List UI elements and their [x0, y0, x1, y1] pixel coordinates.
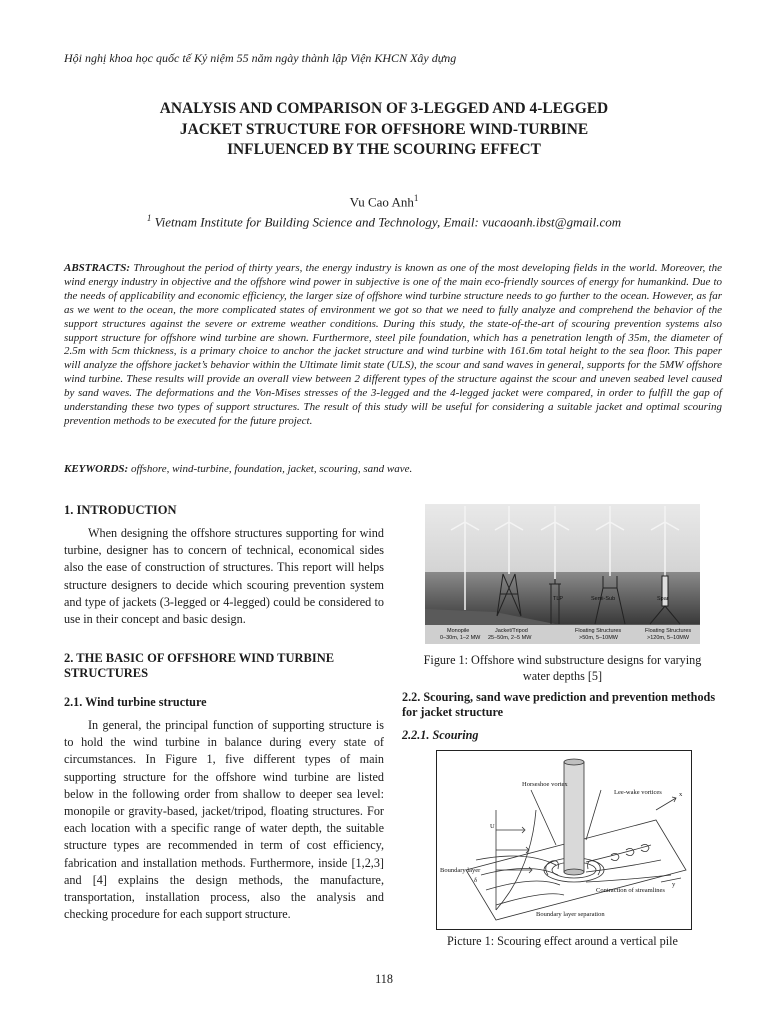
label-floating-1-range: >50m, 5–10MW	[579, 635, 618, 641]
abstract-label: ABSTRACTS:	[64, 262, 131, 274]
label-y: y	[672, 881, 676, 888]
label-boundary: Boundary layer	[440, 867, 481, 874]
abstract-text: Throughout the period of thirty years, the energy industry is known as one of the most developing fields in the world. Moreover, the wind energy industry in objective and the offshore wind power in subjective is one of the main eco-friendly sources of energy for humankind. Due to the needs of applicability and economic efficiency, the larger size of offshore wind turbine structure needs to go further to the ocean. However, as far as we went to the ocean, the more complicated states of environment we got so that we need to fully analyze and comprehend the behavior of the support structures against the severe or extreme weather conditions. During this study, the state-of-the-art of scouring prevention systems also support structure for offshore wind turbine are shown. Furthermore, steel pile foundation, which has a penetration length of 35m, the diameter of 2.5m with 5cm thickness, is a primary choice to anchor the jacket structure and wind turbine with 161.6m total height to the sea floor. This paper will analyze the offshore jacket’s behavior within the Ultimate limit state (ULS), the scour and sand waves in general, supports for the 5MW offshore wind turbine. These results will provide an overall view between 2 different types of the structure against the scour and uneven seabed level caused by sand waves. The deformations and the Von-Mises stresses of the 3-legged and the 4-legged jacket were compared, in order to fulfill the gap of understanding these two types of support structures. The result of this study will be useful for considering a suitable jacket and optimal scouring prevention methods to be executed for the future project.	[64, 262, 722, 427]
label-tlp: TLP	[553, 596, 564, 602]
keywords-text: offshore, wind-turbine, foundation, jacket, scouring, sand wave.	[130, 463, 413, 475]
keywords-label: KEYWORDS:	[64, 463, 129, 475]
keywords	[64, 463, 722, 475]
label-separation: Boundary layer separation	[536, 911, 605, 918]
label-horseshoe: Horseshoe vortex	[522, 781, 568, 788]
wind-turbine-paragraph: In general, the principal function of supporting structure is to hold the wind turbine in balance during every state of circumstances. In Figure 1, five different types of main supporting structure for the offshore wind turbine are listed below in the following order from shallow to deeper sea level: monopile or gravity-based, jacket/tripod, floating structures. For each location with a specific range of water depth, the suitable structure types are recommended in term of cost efficiency, fabrication and installation methods. Furthermore, inside [1,2,3] and [4] explains the design methods, the manufacture, transportation, installation process, also the analysis and checking procedure for each support structure.	[64, 718, 384, 922]
section-heading-basic: 2. THE BASIC OF OFFSHORE WIND TURBINE STRUCTURES	[64, 651, 335, 680]
label-spar: Spar	[657, 596, 669, 602]
author-name: Vu Cao Anh	[349, 194, 414, 210]
section-heading-scouring: 2.2. Scouring, sand wave prediction and prevention methods for jacket structure	[402, 690, 716, 719]
picture-1-caption: Picture 1: Scouring effect around a vertical pile	[447, 934, 678, 948]
author-superscript: 1	[413, 193, 419, 203]
affiliation-text: Vietnam Institute for Building Science and Technology, Email: vucaoanh.ibst@gmail.com	[154, 214, 622, 230]
conference-header: Hội nghị khoa học quốc tế Kỷ niệm 55 năm ngày thành lập Viện KHCN Xây dựng	[64, 51, 457, 65]
figure-1-offshore-substructures	[425, 504, 700, 644]
abstract	[64, 262, 722, 429]
subsection-heading-scouring: 2.2.1. Scouring	[402, 728, 479, 742]
title-line: INFLUENCED BY THE SCOURING EFFECT	[227, 141, 541, 158]
label-monopile: Monopile	[447, 628, 470, 634]
picture-1-scouring-diagram	[436, 750, 692, 930]
affiliation	[60, 213, 708, 230]
label-u: U	[490, 823, 495, 830]
subsection-heading-wind-turbine: 2.1. Wind turbine structure	[64, 695, 207, 709]
introduction-paragraph: When designing the offshore structures supporting for wind turbine, designer has to concern of technical, economical sides also the ease of construction of structures. This report will helps structure designers to decide which scouring prevention system and type of jackets (3-legged or 4-legged) could be considered to use in their concept and basic design.	[64, 526, 384, 627]
author	[60, 193, 708, 210]
figure-1-caption: Figure 1: Offshore wind substructure designs for varying water depths [5]	[423, 653, 702, 683]
label-floating-2: Floating Structures	[645, 628, 692, 634]
label-delta: δ	[474, 877, 478, 884]
title-line: ANALYSIS AND COMPARISON OF 3-LEGGED AND 4-LEGGED	[159, 100, 609, 117]
affiliation-superscript: 1	[146, 213, 152, 223]
label-monopile-range: 0–30m, 1–2 MW	[440, 635, 481, 641]
label-jacket: Jacket/Tripod	[495, 628, 528, 634]
label-leewake: Lee-wake vortices	[614, 789, 662, 796]
label-floating-1: Floating Structures	[575, 628, 622, 634]
page-number: 118	[375, 972, 393, 986]
label-floating-2-range: >120m, 5–10MW	[647, 635, 690, 641]
label-contraction: Contraction of streamlines	[596, 887, 665, 894]
label-semisub: Semi-Sub	[591, 596, 616, 602]
label-jacket-range: 25–50m, 2–5 MW	[488, 635, 532, 641]
label-x: x	[679, 791, 683, 798]
section-heading-introduction: 1. INTRODUCTION	[64, 503, 177, 517]
paper-title	[60, 99, 708, 161]
title-line: JACKET STRUCTURE FOR OFFSHORE WIND-TURBINE	[179, 120, 589, 138]
